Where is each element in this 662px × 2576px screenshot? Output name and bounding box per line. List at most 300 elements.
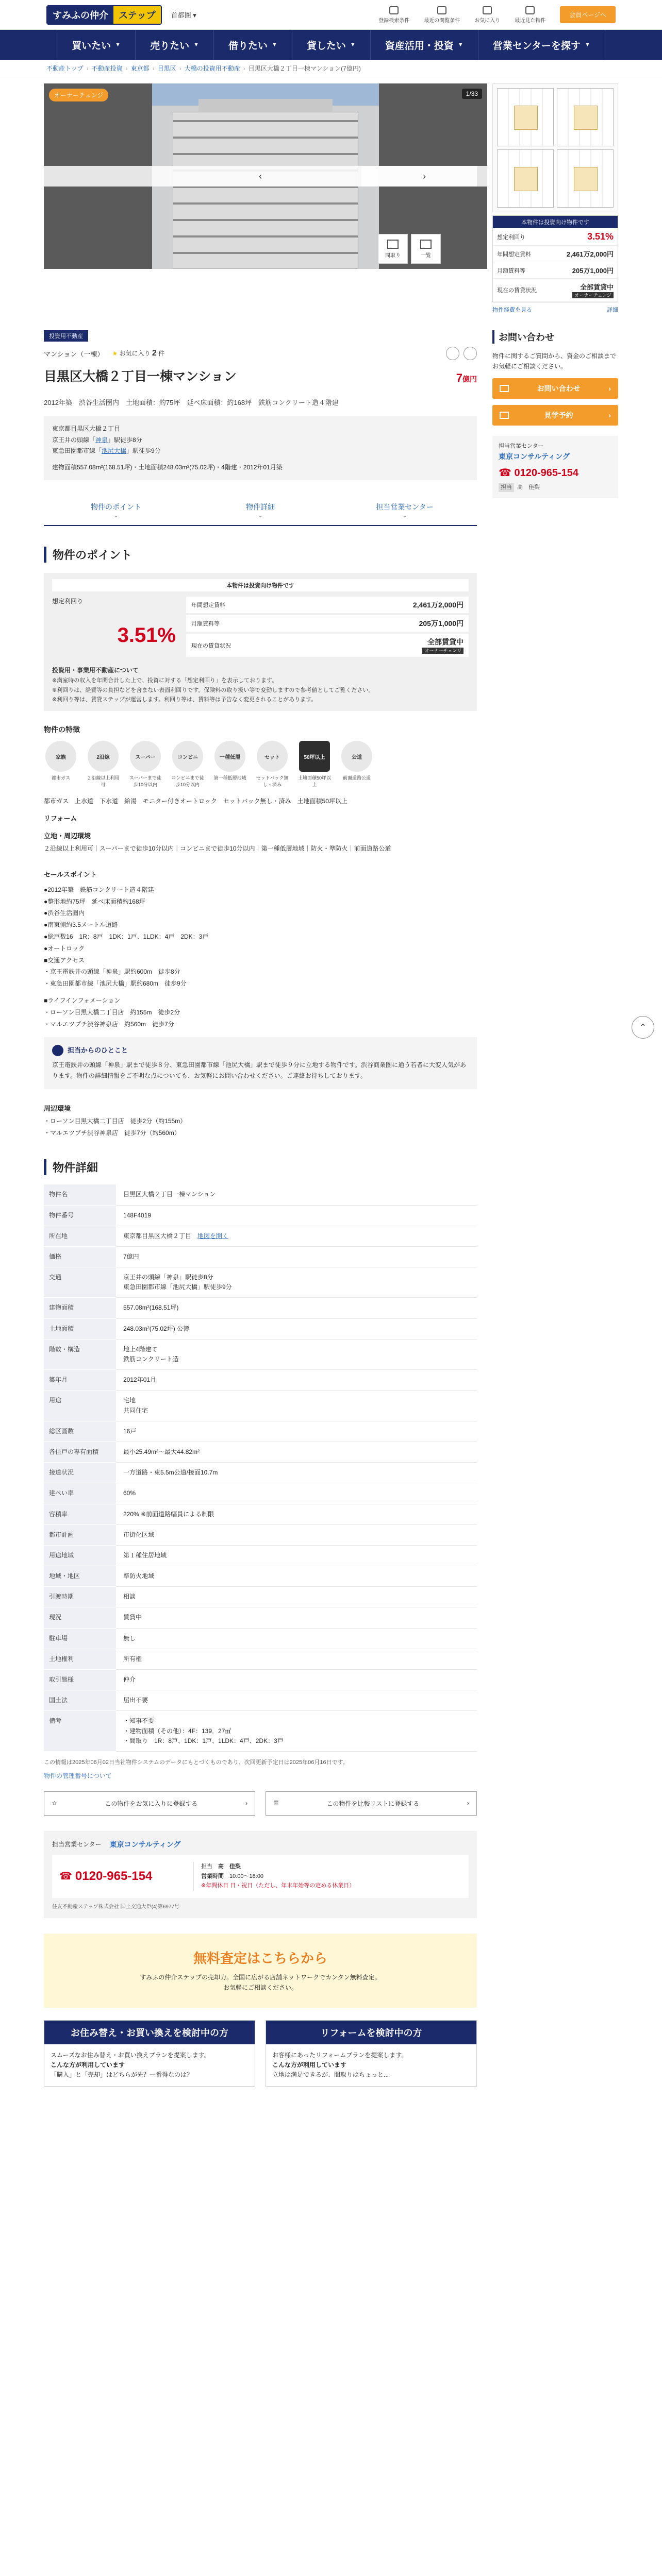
hours-label: 営業時間	[201, 1873, 224, 1879]
sales-point-item: ■交通アクセス	[44, 956, 85, 964]
reform-title: リフォーム	[44, 814, 77, 822]
table-row	[44, 1628, 477, 1649]
floorplan-thumb[interactable]	[557, 88, 614, 146]
chevron-right-icon: ›	[608, 384, 611, 393]
region-label: 首都圏	[171, 11, 191, 19]
mail-icon	[500, 385, 509, 392]
table-row	[44, 1545, 477, 1566]
feature-label: 都市ガス	[51, 775, 70, 781]
feature-item	[340, 741, 374, 788]
property-type: マンション（一棟）	[44, 350, 104, 358]
sales-point-item: ●2012年築 鉄筋コンクリート造４階建	[44, 886, 154, 893]
chevron-down-icon: ⌄	[113, 513, 119, 519]
chevron-down-icon: ▼	[584, 42, 590, 48]
price-row	[493, 279, 618, 302]
note-line: ※利回りは、経費等の負担などを含まない表面利回りです。保険料の取り扱い等で変動しますので参考値としてご覧ください。	[52, 687, 374, 693]
feature-item	[128, 741, 162, 788]
point-status	[422, 637, 464, 654]
detail-link[interactable]: 詳細	[607, 307, 618, 313]
row-label: 引渡時期	[44, 1587, 116, 1607]
inquiry-button-label: お問い合わせ	[537, 384, 581, 393]
point-box	[44, 573, 477, 711]
owner-change-tag: オーナーチェンジ	[422, 648, 464, 654]
row-label: 用途	[44, 1391, 116, 1421]
price-label: 月額賃料等	[497, 267, 525, 274]
map-link[interactable]: 地図を開く	[197, 1232, 229, 1240]
contact-card-top	[52, 1839, 469, 1850]
card-sub: こんな方が利用しています	[272, 2061, 347, 2069]
row-label: 地域・地区	[44, 1566, 116, 1587]
sales-point-item: ●南東側約3.5メートル道路	[44, 921, 118, 929]
property-summary: 2012年築 渋谷生活圏内 土地面積：約75坪 延べ床面積：約168坪 鉄筋コンクリート造４階建	[44, 399, 339, 406]
contact-info	[193, 1862, 461, 1891]
gnav-buy[interactable]	[57, 30, 136, 60]
table-row	[44, 1391, 477, 1421]
chevron-down-icon: ▼	[457, 42, 464, 48]
note-line: ※利回り等は、賃貸ステップが運営します。利回り等は、賃料等は予告なく変更されることがあります。	[52, 697, 317, 703]
point-notes	[52, 665, 469, 705]
feature-label: 土地面積50坪以上	[297, 775, 331, 788]
member-page-button[interactable]: 会員ページへ	[560, 6, 616, 23]
staff-comment-box	[44, 1037, 477, 1089]
price-value: 2,461万2,000円	[566, 250, 614, 258]
property-address: 東京都目黒区大橋２丁目	[52, 425, 121, 432]
yield-big: 3.51%	[117, 624, 176, 647]
detail-heading: 物件詳細	[44, 1159, 477, 1175]
row-value	[116, 1226, 477, 1246]
floorplan-thumb[interactable]	[557, 149, 614, 208]
contact-tel[interactable]	[59, 1862, 193, 1891]
remark-value: ・建物面積（その他）：4F：139．27㎡	[123, 1727, 231, 1735]
table-row	[44, 1370, 477, 1391]
row-value: 148F4019	[116, 1205, 477, 1226]
center-label: 担当営業センター	[52, 1841, 102, 1849]
detail-table	[44, 1184, 477, 1752]
train-icon: 2沿線	[88, 741, 119, 772]
left-column	[44, 330, 477, 2087]
prev-photo-button[interactable]: ‹	[44, 166, 477, 187]
expense-link[interactable]: 物件経費を見る	[492, 307, 532, 313]
logo-text: すみふの仲介	[47, 6, 113, 24]
clock-icon	[525, 6, 535, 14]
view-btn-label: 一覧	[421, 252, 431, 259]
row-value: 準防火地域	[116, 1566, 477, 1587]
structure-value: 鉄筋コンクリート造	[123, 1355, 179, 1363]
sales-point-heading: セールスポイント	[44, 870, 97, 878]
chevron-down-icon: ▼	[271, 42, 277, 48]
price-box-header: 本物件は投資向け物件です	[493, 216, 618, 228]
note-line: ※満室時の収入を年間合計した上で、投資に対する「想定利回り」を表示しております。	[52, 677, 278, 684]
table-row	[44, 1339, 477, 1369]
data-note: この情報は2025年06月02日当社物件システムのデータにもとづくものであり、次回更新予定日は2025年06月16日です。	[44, 1759, 349, 1766]
chevron-down-icon: ⌄	[258, 513, 263, 519]
row-value: 目黒区大橋２丁目一棟マンション	[116, 1184, 477, 1205]
contact-card-body	[52, 1855, 469, 1898]
nearby-section	[44, 1103, 477, 1139]
floorplan-thumbs[interactable]	[492, 83, 618, 212]
breadcrumb-link[interactable]: 大橋の投資用不動産	[184, 65, 240, 72]
address-value: 東京都目黒区大橋２丁目	[123, 1232, 192, 1240]
tel-number: 0120-965-154	[75, 1869, 153, 1883]
point-value: 全部賃貸中	[427, 638, 464, 647]
main-photo[interactable]	[44, 83, 487, 269]
breadcrumb-sep: ›	[152, 64, 155, 72]
gnav-label: 売りたい	[150, 40, 190, 52]
feature-item	[297, 741, 332, 788]
table-row	[44, 1184, 477, 1205]
card-sub: こんな方が利用しています	[51, 2061, 125, 2069]
row-label: 建物面積	[44, 1298, 116, 1318]
env-text: ２沿線以上利用可｜スーパーまで徒歩10分以内｜コンビニまで徒歩10分以内｜第一種低層地域｜防火・準防火｜前面道路公道	[44, 845, 391, 853]
type-row	[44, 347, 477, 360]
sales-point-item: ・ローソン目黒大橋二丁目店 約155m 徒歩2分	[44, 1008, 180, 1016]
env-title: 立地・周辺環境	[44, 832, 91, 840]
gnav-label: 貸したい	[306, 40, 346, 52]
nearby-item: ・マルエツプチ渋谷神泉店 徒歩7分（約560m）	[44, 1129, 180, 1137]
staff-name: 高 佳梨	[218, 1863, 241, 1870]
table-row	[44, 1524, 477, 1545]
station-link[interactable]: 池尻大橋	[102, 447, 127, 455]
license-text: 住友不動産ステップ株式会社 国土交通大臣(4)第6977号	[52, 1904, 180, 1910]
management-number-link[interactable]: 物件の管理番号について	[44, 1772, 112, 1780]
chevron-down-icon: ▼	[115, 42, 121, 48]
breadcrumb-link[interactable]: 目黒区	[157, 65, 176, 72]
shop-tel[interactable]	[499, 465, 612, 481]
header-recent-viewed[interactable]	[515, 6, 545, 24]
tab-label: 担当営業センター	[376, 503, 434, 512]
inquiry-heading: お問い合わせ	[492, 330, 618, 344]
point-row	[186, 597, 469, 613]
chevron-down-icon: ▼	[193, 42, 199, 48]
shop-label: 担当営業センター	[499, 443, 544, 449]
rental-status-value: 全部賃貸中	[580, 283, 614, 291]
breadcrumb-link[interactable]: 不動産投資	[91, 65, 123, 72]
chevron-right-icon: ›	[245, 1800, 247, 1807]
feature-label: 第一種低層地域	[213, 775, 246, 781]
header-icon-label: 最近見た物件	[515, 18, 546, 24]
row-label: 価格	[44, 1246, 116, 1267]
header-saved-search[interactable]	[378, 6, 409, 24]
sales-point-item: ・京王電鉄井の頭線「神泉」駅約600m 徒歩8分	[44, 968, 180, 976]
price-row	[493, 262, 618, 279]
header-recent-search[interactable]	[424, 6, 460, 24]
card-title: リフォームを検討中の方	[266, 2021, 476, 2044]
staff-icon	[52, 1045, 63, 1056]
row-value: 557.08m²(168.51坪)	[116, 1298, 477, 1318]
fav-button-label: この物件をお気に入りに登録する	[105, 1800, 198, 1807]
rental-status	[572, 282, 614, 298]
fav-number: 2	[152, 349, 157, 358]
point-label: 月額賃料等	[191, 621, 220, 628]
station-link[interactable]: 神泉	[95, 436, 108, 444]
structure-value: 地上4階建て	[123, 1345, 158, 1353]
access-text: 」駅徒歩8分	[108, 436, 142, 444]
region-select[interactable]: 首都圏 ▾	[171, 11, 196, 19]
access-text: 京王井の頭線「	[52, 436, 96, 444]
price-number: 7	[456, 371, 462, 384]
price-row	[493, 246, 618, 262]
phone-icon: ☎	[59, 1871, 72, 1883]
tab-label: 物件詳細	[246, 503, 275, 512]
phone-icon: ☎	[499, 467, 511, 479]
tab-center[interactable]	[333, 496, 477, 525]
row-value	[116, 1711, 477, 1752]
point-value: 205万1,000円	[419, 619, 464, 628]
table-row	[44, 1442, 477, 1462]
inquiry-button[interactable]	[492, 378, 618, 399]
card-item: 「購入」と「売却」はどちらが先？一番得なのは？	[51, 2071, 193, 2079]
sales-point-item: ●整形地約75坪 延べ床面積約168坪	[44, 897, 145, 905]
row-value: 第１種住居地域	[116, 1545, 477, 1566]
closed-days: ※年間休日 日・祝日（ただし、年末年始等の定める休業日）	[201, 1883, 355, 1889]
point-heading: 物件のポイント	[44, 547, 477, 563]
row-label: 駐車場	[44, 1628, 116, 1649]
point-row	[186, 615, 469, 632]
table-row	[44, 1246, 477, 1267]
address-box	[44, 416, 477, 480]
free-estimate-banner[interactable]	[44, 1934, 477, 2008]
row-label: 取引態様	[44, 1670, 116, 1690]
calendar-icon	[500, 412, 509, 419]
staff-line	[201, 1862, 461, 1872]
floorplan-view-button[interactable]	[378, 234, 408, 264]
row-label: 築年月	[44, 1370, 116, 1391]
chevron-right-icon: ›	[608, 411, 611, 419]
floorplan-thumb[interactable]	[497, 149, 554, 208]
land-value: 248.03m²(75.02坪)	[123, 1325, 175, 1332]
row-label: 備考	[44, 1711, 116, 1752]
gnav-invest[interactable]	[371, 30, 478, 60]
convenience-store-icon: コンビニ	[172, 741, 203, 772]
row-value: 60%	[116, 1483, 477, 1504]
row-value	[116, 1339, 477, 1369]
features-heading: 物件の特徴	[44, 725, 80, 734]
add-compare-button[interactable]	[266, 1791, 477, 1816]
staff-name: 高 佳梨	[517, 484, 540, 490]
section-tabs	[44, 496, 477, 526]
feature-list: 都市ガス 上水道 下水道 給湯 モニター付きオートロック セットバック無し・済み 土地面積50坪以上	[44, 798, 347, 805]
list-icon: ☰	[273, 1800, 279, 1807]
reform-section	[44, 812, 477, 825]
chevron-right-icon: ›	[467, 1800, 469, 1807]
gallery-view-buttons	[378, 234, 441, 264]
row-label: 物件名	[44, 1184, 116, 1205]
table-row	[44, 1504, 477, 1524]
owner-change-badge: オーナーチェンジ	[49, 89, 108, 101]
breadcrumb-sep: ›	[86, 64, 89, 72]
main-content	[44, 330, 618, 2087]
point-rows	[186, 597, 469, 659]
row-label: 交通	[44, 1267, 116, 1298]
point-bar: 本物件は投資向け物件です	[52, 579, 469, 591]
breadcrumb-sep: ›	[179, 64, 181, 72]
row-value	[116, 1267, 477, 1298]
page-top-button[interactable]	[632, 1016, 654, 1039]
heart-icon	[483, 6, 492, 14]
fav-label: お気に入り	[119, 350, 151, 357]
feature-label: セットバック無し・済み	[256, 775, 289, 788]
sales-point-item: ・マルエツプチ渋谷神泉店 約560m 徒歩7分	[44, 1020, 174, 1028]
logo-text-step: ステップ	[113, 6, 161, 24]
feature-item	[86, 741, 120, 788]
access-text: 」駅徒歩9分	[126, 447, 161, 455]
point-label: 現在の賃貸状況	[191, 642, 231, 649]
card-title: お住み替え・お買い換えを検討中の方	[44, 2021, 255, 2044]
card-text: スムーズなお住み替え・お買い換えプランを提案します。	[51, 2051, 210, 2059]
notes-title: 投資用・事業用不動産について	[52, 667, 139, 674]
header-icon-label: 最近の閲覧条件	[424, 18, 460, 24]
row-label: 現況	[44, 1607, 116, 1628]
row-value: 220% ※前面道路幅員による制限	[116, 1504, 477, 1524]
row-label: 階数・構造	[44, 1339, 116, 1369]
sales-point-item: ●総戸数16 1R：8戸 1DK：1戸、1LDK：4戸 2DK：3戸	[44, 933, 209, 941]
price-value: 205万1,000円	[572, 267, 614, 275]
page-wrap	[44, 83, 647, 2087]
relocation-card[interactable]	[44, 2020, 255, 2087]
remark-value: ・知事不要	[123, 1717, 155, 1725]
gnav-label: 営業センターを探す	[492, 40, 581, 52]
favorite-count	[112, 349, 164, 358]
public-road-icon: 公道	[341, 741, 372, 772]
shop-tel-number: 0120-965-154	[514, 467, 579, 479]
table-row	[44, 1318, 477, 1339]
row-label: 各住戸の専有面積	[44, 1442, 116, 1462]
yield-label: 想定利回り	[52, 598, 84, 605]
bottom-cards	[44, 2020, 477, 2087]
chevron-down-icon: ⌄	[402, 513, 407, 519]
nearby-item: ・ローソン目黒大橋二丁目店 徒歩2分（約155m）	[44, 1117, 187, 1125]
visit-reservation-button[interactable]	[492, 405, 618, 426]
sales-point-item: ■ライフインフォメーション	[44, 997, 121, 1005]
table-row	[44, 1670, 477, 1690]
row-label: 接道状況	[44, 1463, 116, 1483]
share-icon[interactable]	[464, 347, 477, 360]
fav-unit: 件	[158, 350, 165, 357]
property-price	[456, 371, 477, 385]
row-value: 相談	[116, 1587, 477, 1607]
photo-counter: 1/33	[462, 89, 482, 99]
table-row	[44, 1711, 477, 1752]
feature-label: ２沿線以上利用可	[87, 775, 120, 788]
header-favorites[interactable]	[474, 6, 500, 24]
print-icon[interactable]	[446, 347, 459, 360]
title-row	[44, 366, 477, 385]
tab-detail[interactable]	[188, 496, 333, 525]
breadcrumb	[0, 60, 662, 77]
estimate-text	[58, 1972, 462, 1993]
side-price-box	[492, 215, 618, 302]
point-row	[186, 634, 469, 657]
gnav-label: 買いたい	[72, 40, 111, 52]
center-name-link[interactable]: 東京コンサルティング	[109, 1840, 181, 1849]
floorplan-icon	[387, 240, 399, 249]
table-row	[44, 1483, 477, 1504]
feature-label: スーパーまで徒歩10分以内	[129, 775, 162, 788]
gnav-lease[interactable]	[292, 30, 371, 60]
breadcrumb-link[interactable]: 東京都	[130, 65, 150, 72]
hours-line	[201, 1872, 461, 1882]
sales-point-item: ・東急田園都市線「池尻大橋」駅約680m 徒歩9分	[44, 980, 187, 988]
tab-label: 物件のポイント	[91, 503, 141, 512]
header-icon-label: 登録検索条件	[378, 18, 410, 24]
gnav-sell[interactable]	[136, 30, 214, 60]
breadcrumb-link[interactable]: 不動産トップ	[46, 65, 84, 72]
yield-area	[52, 597, 186, 653]
gnav-rent[interactable]	[214, 30, 292, 60]
staff-comment-title: 担当からのひとこと	[68, 1046, 128, 1055]
staff-comment-text: 京王電鉄井の頭線「神泉」駅まで徒歩８分、東急田園都市線「池尻大橋」駅まで徒歩９分に立地する物件です。渋谷商業圏に通う若者に大変人気があります。物件の詳細情報をご不明な点についても、お気軽にお問い合わせください。ご連絡お待ちしております。	[52, 1061, 467, 1080]
floorplan-thumb[interactable]	[497, 88, 554, 146]
gallery-side-panel	[492, 83, 618, 317]
supermarket-icon: スーパー	[130, 741, 161, 772]
row-value: 仲介	[116, 1670, 477, 1690]
table-row	[44, 1587, 477, 1607]
list-view-button[interactable]	[411, 234, 441, 264]
feature-item	[44, 741, 78, 788]
price-label: 想定利回り	[497, 234, 525, 241]
card-body	[266, 2044, 476, 2087]
row-value: 7億円	[116, 1246, 477, 1267]
reform-card[interactable]	[266, 2020, 477, 2087]
building-facade	[173, 112, 358, 269]
sales-point-item: ●オートロック	[44, 944, 85, 952]
sales-point-list	[44, 884, 477, 1030]
nearby-title: 周辺環境	[44, 1105, 71, 1113]
remark-value: ・間取り 1R：8戸、1DK：1戸、1LDK：4戸、2DK：3戸	[123, 1737, 284, 1744]
row-label: 所在地	[44, 1226, 116, 1246]
point-label: 年間想定賃料	[191, 602, 225, 609]
card-text: お客様にあったリフォームプランを提案します。	[272, 2051, 408, 2059]
shop-name[interactable]: 東京コンサルティング	[499, 452, 570, 461]
gnav-center[interactable]	[478, 30, 605, 60]
row-label: 物件番号	[44, 1205, 116, 1226]
access-value: 東急田園都市線「池尻大橋」駅徒歩9分	[123, 1283, 232, 1291]
row-value: 一方道路・東5.5m公道/接面10.7m	[116, 1463, 477, 1483]
history-icon	[389, 6, 399, 14]
card-body	[44, 2044, 255, 2087]
recent-icon	[437, 6, 446, 14]
estimate-text-2: お気軽にご相談ください。	[223, 1984, 297, 1992]
estimate-title: 無料査定はこちらから	[193, 1951, 327, 1966]
setback-icon: セット	[257, 741, 288, 772]
price-row	[493, 228, 618, 246]
price-label: 年間想定賃料	[497, 251, 531, 258]
investment-tag: 投資用不動産	[44, 330, 88, 342]
breadcrumb-sep: ›	[243, 64, 245, 72]
table-row	[44, 1690, 477, 1711]
row-value: 最小25.49m²〜最大44.82m²	[116, 1442, 477, 1462]
row-value	[116, 1318, 477, 1339]
next-photo-button[interactable]: ›	[361, 166, 487, 187]
table-row	[44, 1298, 477, 1318]
site-logo[interactable]	[46, 5, 162, 25]
feature-item	[171, 741, 205, 788]
tab-point[interactable]	[44, 496, 188, 525]
staff-comment-header	[52, 1044, 469, 1056]
breadcrumb-sep: ›	[125, 64, 128, 72]
price-unit: 億円	[462, 375, 477, 383]
owner-change-tag: オーナーチェンジ	[572, 292, 614, 298]
row-value: 無し	[116, 1628, 477, 1649]
table-row	[44, 1566, 477, 1587]
staff-label: 担当	[201, 1863, 212, 1870]
row-label: 建ぺい率	[44, 1483, 116, 1504]
feature-label: コンビニまで徒歩10分以内	[171, 775, 204, 788]
header-icon-label: お気に入り	[474, 18, 501, 24]
view-btn-label: 間取り	[385, 252, 401, 259]
grid-icon	[420, 240, 432, 249]
add-favorite-button[interactable]	[44, 1791, 255, 1816]
